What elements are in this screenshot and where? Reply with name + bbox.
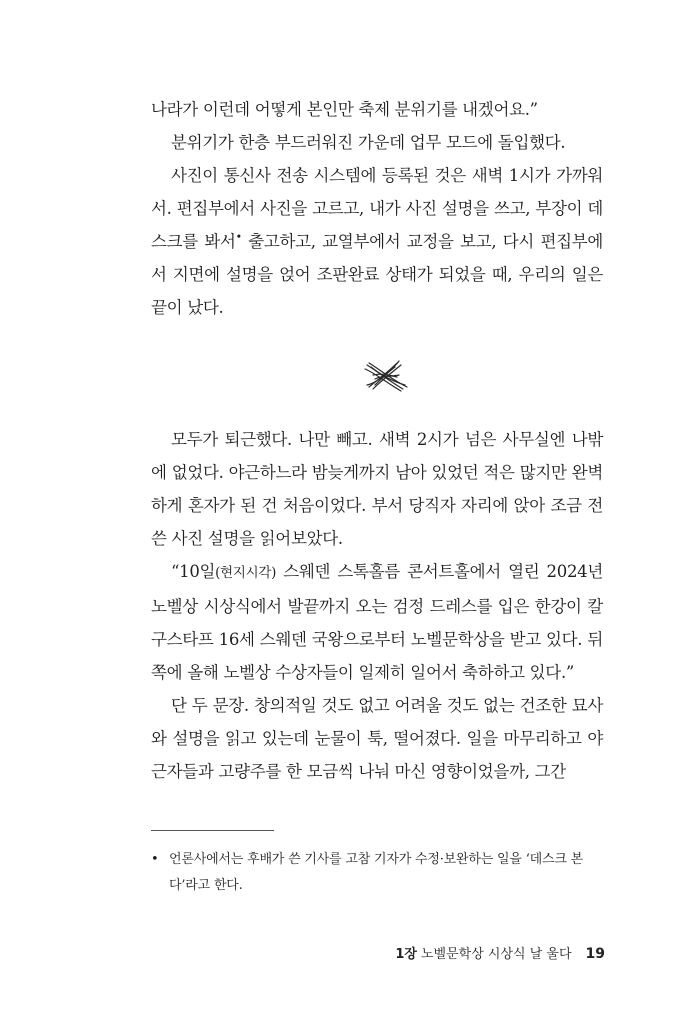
footnote-marker: • [235, 230, 242, 244]
paragraph-text: 사진이 통신사 전송 시스템에 등록된 것은 새벽 1시가 가까워서. 편집부에서 사진을 고르고, 내가 사진 설명을 쓰고, 부장이 데스크를 봐서 [151, 166, 603, 251]
paragraph-small-text: (현지시각) [215, 565, 277, 581]
paragraph-text: 스웨덴 스톡홀름 콘서트홀에서 열린 2024년 노벨상 시상식에서 발끝까지 오는 검정 드레스를 입은 한강이 칼 구스타프 16세 스웨덴 국왕으로부터 노벨문학상을 받고 있다. 뒤쪽에 올해 노벨상 수상자들이 일제히 일어서 축하하고 있다.” [151, 562, 603, 682]
paragraph: 나라가 이런데 어떻게 본인만 축제 분위기를 내겠어요.” [151, 100, 538, 119]
running-footer [395, 944, 605, 965]
paragraph [151, 555, 603, 689]
text-block-bottom [151, 423, 603, 788]
footnote [151, 847, 603, 899]
paragraph [151, 159, 603, 324]
paragraph: 모두가 퇴근했다. 나만 빼고. 새벽 2시가 넘은 사무실엔 나밖에 없었다. 야근하느라 밤늦게까지 남아 있었던 적은 많지만 완벽하게 혼자가 된 건 처음이었다. 부서 당직자 자리에 앉아 조금 전 쓴 사진 설명을 읽어보았다. [151, 430, 603, 548]
footnote-bullet: • [151, 852, 159, 867]
paragraph-text: 출고하고, 교열부에서 교정을 보고, 다시 편집부에서 지면에 설명을 얹어 조판완료 상태가 되었을 때, 우리의 일은 끝이 났다. [151, 232, 604, 317]
page-number: 19 [585, 946, 605, 962]
scribble-ornament-icon [355, 355, 415, 395]
chapter-title: 노벨문학상 시상식 날 울다 [420, 947, 572, 962]
footnote-text: 언론사에서는 후배가 쓴 기사를 고참 기자가 수정·보완하는 일을 ‘데스크 본다’라고 한다. [169, 852, 583, 893]
chapter-number: 1장 [395, 947, 417, 962]
text-block-top [151, 93, 603, 324]
footnote-divider [151, 830, 274, 831]
paragraph: 단 두 문장. 창의적일 것도 없고 어려울 것도 없는 건조한 묘사와 설명을 읽고 있는데 눈물이 툭, 떨어졌다. 일을 마무리하고 야근자들과 고량주를 한 모금씩 나눠 마신 영향이었을까, 그간 [151, 696, 603, 781]
paragraph-text: “10일 [171, 562, 216, 581]
paragraph: 분위기가 한층 부드러워진 가운데 업무 모드에 돌입했다. [171, 133, 566, 152]
